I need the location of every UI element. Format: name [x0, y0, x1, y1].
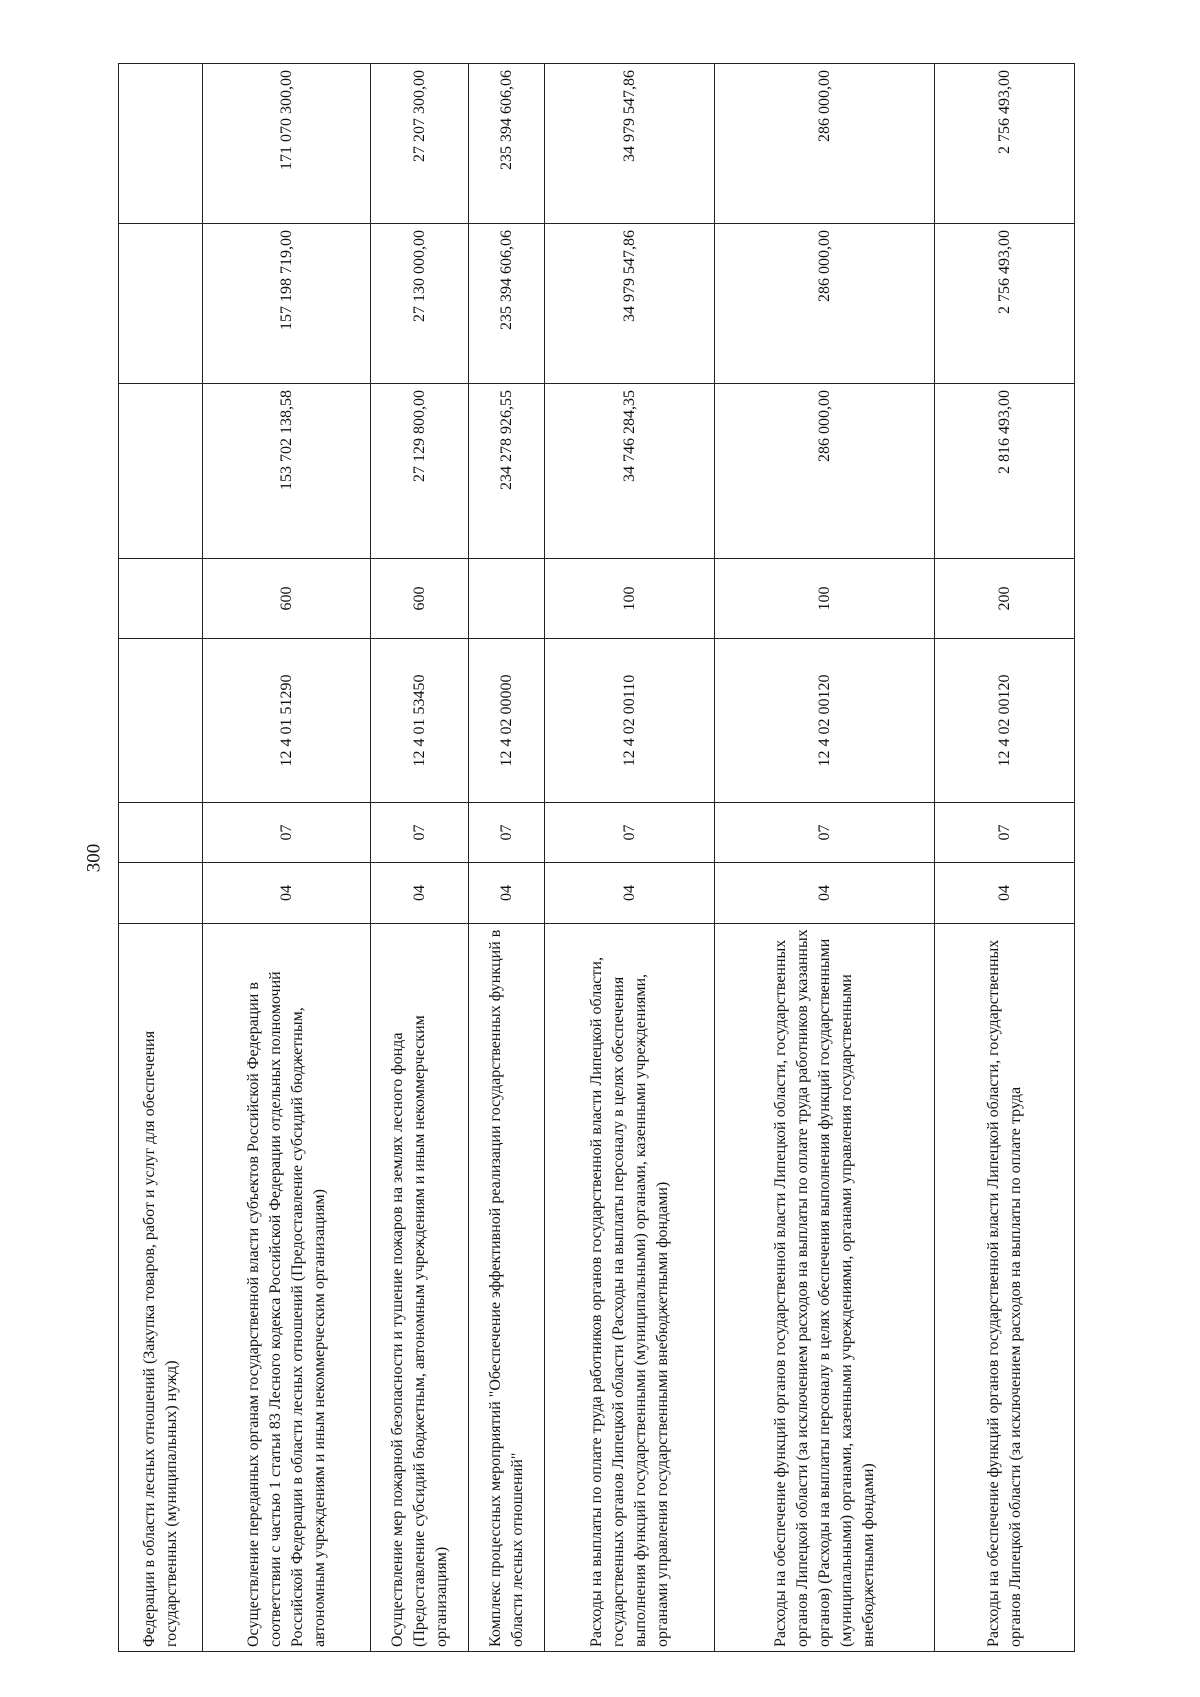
row-description: Осуществление мер пожарной безопасности и тушение пожаров на землях лесного фонда (Предоставление субсидий бюджетным, автономным учреждениям и иным некоммерческим организациям) [371, 924, 469, 1652]
row-target-article [119, 639, 203, 803]
table-row [203, 64, 371, 1652]
row-description: Расходы на выплаты по оплате труда работников органов государственной власти Липецкой области, государственных органов Липецкой области (Расходы на выплаты персоналу в целях обеспечения выполнения функций государственными (муниципальными) органами, казенными учреждениями, органами управления государственными внебюджетными фондами) [545, 924, 715, 1652]
row-section: 04 [715, 863, 935, 924]
row-amount-1: 153 702 138,58 [203, 384, 371, 559]
row-expense-type: 100 [545, 559, 715, 639]
row-amount-3: 34 979 547,86 [545, 64, 715, 224]
row-amount-1: 234 278 926,55 [469, 384, 545, 559]
row-target-article: 12 4 02 00110 [545, 639, 715, 803]
table-row [935, 64, 1075, 1652]
row-amount-2: 34 979 547,86 [545, 224, 715, 384]
row-description: Расходы на обеспечение функций органов государственной власти Липецкой области, государственных органов Липецкой области (за исключением расходов на выплаты по оплате труда работников указанных органов) (Расходы на выплаты персоналу в целях обеспечения выполнения функций государственными (муниципальными) органами, казенными учреждениями, органами управления государственными внебюджетными фондами) [715, 924, 935, 1652]
row-expense-type: 600 [371, 559, 469, 639]
row-subsection [119, 803, 203, 863]
row-target-article: 12 4 02 00000 [469, 639, 545, 803]
row-expense-type [469, 559, 545, 639]
row-description: Комплекс процессных мероприятий "Обеспечение эффективной реализации государственных функций в области лесных отношений" [469, 924, 545, 1652]
row-section: 04 [545, 863, 715, 924]
row-subsection: 07 [469, 803, 545, 863]
page-number: 300 [83, 843, 104, 873]
row-amount-1 [119, 384, 203, 559]
row-target-article: 12 4 01 53450 [371, 639, 469, 803]
row-amount-1: 2 816 493,00 [935, 384, 1075, 559]
row-amount-1: 27 129 800,00 [371, 384, 469, 559]
row-amount-2: 235 394 606,06 [469, 224, 545, 384]
row-amount-3: 2 756 493,00 [935, 64, 1075, 224]
row-expense-type [119, 559, 203, 639]
table-row [715, 64, 935, 1652]
row-target-article: 12 4 02 00120 [715, 639, 935, 803]
row-target-article: 12 4 01 51290 [203, 639, 371, 803]
row-description: Федерации в области лесных отношений (Закупка товаров, работ и услуг для обеспечения государственных (муниципальных) нужд) [119, 924, 203, 1652]
row-description: Расходы на обеспечение функций органов государственной власти Липецкой области, государственных органов Липецкой области (за исключением расходов на выплаты по оплате труда [935, 924, 1075, 1652]
row-section [119, 863, 203, 924]
row-amount-3: 286 000,00 [715, 64, 935, 224]
row-subsection: 07 [371, 803, 469, 863]
budget-table [118, 63, 1075, 1652]
budget-table-wrapper [118, 64, 1074, 1652]
row-expense-type: 600 [203, 559, 371, 639]
table-row [469, 64, 545, 1652]
row-section: 04 [935, 863, 1075, 924]
row-amount-3 [119, 64, 203, 224]
row-expense-type: 200 [935, 559, 1075, 639]
row-amount-2: 286 000,00 [715, 224, 935, 384]
table-row [545, 64, 715, 1652]
row-expense-type: 100 [715, 559, 935, 639]
row-subsection: 07 [715, 803, 935, 863]
row-amount-2 [119, 224, 203, 384]
row-subsection: 07 [935, 803, 1075, 863]
row-amount-3: 171 070 300,00 [203, 64, 371, 224]
row-section: 04 [203, 863, 371, 924]
row-description: Осуществление переданных органам государственной власти субъектов Российской Федерации в соответствии с частью 1 статьи 83 Лесного кодекса Российской Федерации отдельных полномочий Российской Федерации в области лесных отношений (Предоставление субсидий бюджетным, автономным учреждениям и иным некоммерческим организациям) [203, 924, 371, 1652]
row-amount-1: 34 746 284,35 [545, 384, 715, 559]
row-amount-2: 157 198 719,00 [203, 224, 371, 384]
table-row [119, 64, 203, 1652]
row-amount-1: 286 000,00 [715, 384, 935, 559]
row-subsection: 07 [545, 803, 715, 863]
row-amount-3: 27 207 300,00 [371, 64, 469, 224]
row-section: 04 [469, 863, 545, 924]
table-row [371, 64, 469, 1652]
row-amount-3: 235 394 606,06 [469, 64, 545, 224]
row-amount-2: 27 130 000,00 [371, 224, 469, 384]
row-subsection: 07 [203, 803, 371, 863]
row-section: 04 [371, 863, 469, 924]
row-amount-2: 2 756 493,00 [935, 224, 1075, 384]
row-target-article: 12 4 02 00120 [935, 639, 1075, 803]
